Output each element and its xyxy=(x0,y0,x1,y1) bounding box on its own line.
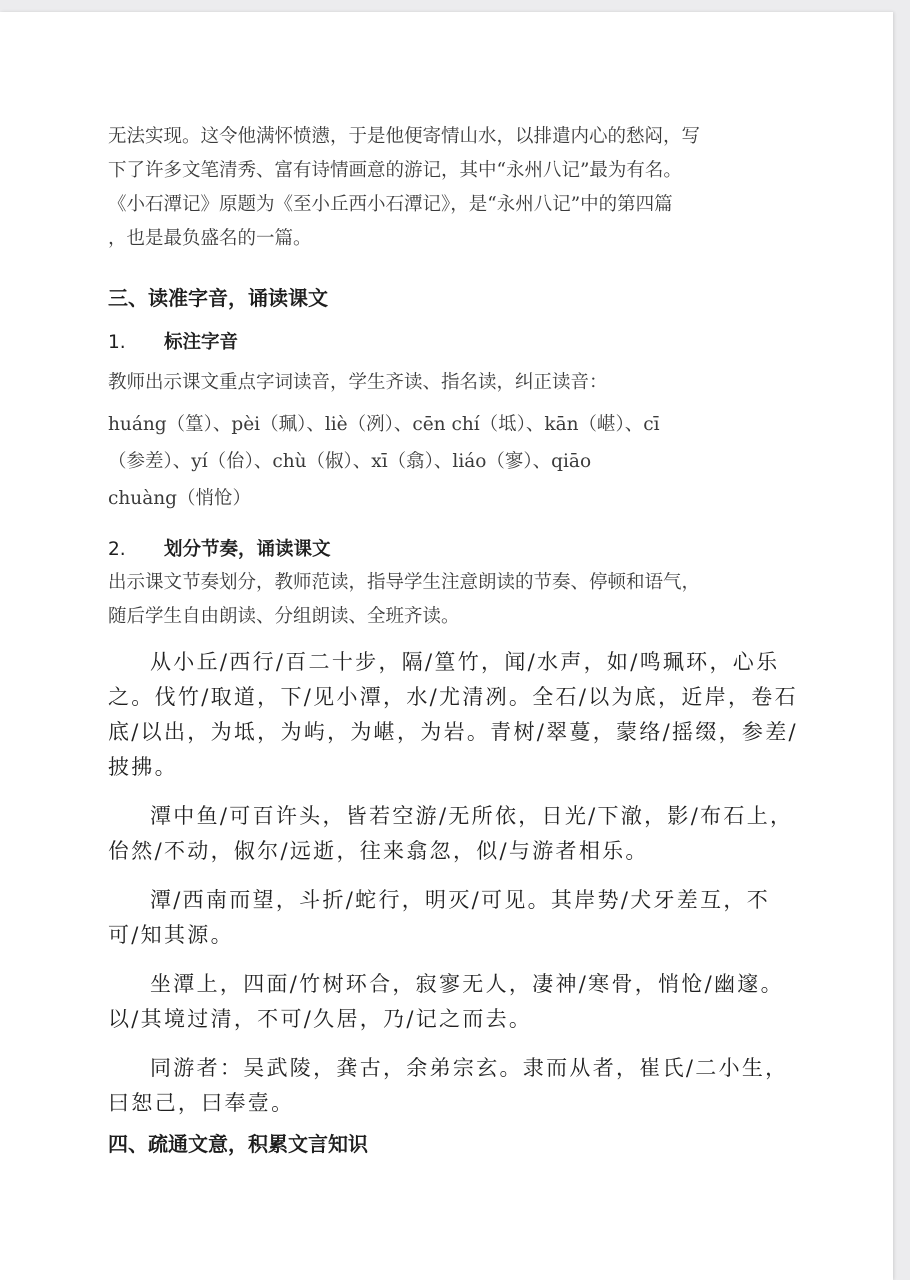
poem-text xyxy=(108,645,800,1135)
pinyin-line: chuàng（悄怆） xyxy=(108,488,251,509)
poem-paragraph: 同游者：吴武陵，龚古，余弟宗玄。隶而从者，崔氏/二小生，曰恕己，曰奉壹。 xyxy=(108,1056,789,1115)
subsection-1-description xyxy=(108,366,808,400)
intro-line: ，也是最负盛名的一篇。 xyxy=(108,228,312,249)
instruction-text: 教师出示课文重点字词读音，学生齐读、指名读，纠正读音： xyxy=(108,372,608,393)
poem-paragraph: 潭/西南而望，斗折/蛇行，明灭/可见。其岸势/犬牙差互，不可/知其源。 xyxy=(108,888,770,947)
poem-paragraph: 坐潭上，四面/竹树环合，寂寥无人，凄神/寒骨，悄怆/幽邃。以/其境过清，不可/久居，乃/记之而去。 xyxy=(108,972,784,1031)
section-3-heading: 三、读准字音，诵读课文 xyxy=(108,286,328,310)
instruction-line: 随后学生自由朗读、分组朗读、全班齐读。 xyxy=(108,606,460,627)
intro-line: 下了许多文笔清秀、富有诗情画意的游记，其中“永州八记”最为有名。 xyxy=(108,160,682,181)
intro-paragraph xyxy=(108,120,798,256)
subsection-2-heading xyxy=(108,535,331,561)
subsection-2-description xyxy=(108,566,808,634)
pinyin-list xyxy=(108,406,808,517)
intro-line: 无法实现。这令他满怀愤懑，于是他便寄情山水，以排遣内心的愁闷，写 xyxy=(108,126,701,147)
pinyin-line: （参差）、yí（佁）、chù（俶）、xī（翕）、liáo（寥）、qiāo xyxy=(108,451,592,472)
subsection-1-title: 标注字音 xyxy=(164,332,239,353)
subsection-2-number: 2. xyxy=(108,539,126,560)
poem-paragraph: 从小丘/西行/百二十步，隔/篁竹，闻/水声，如/鸣珮环，心乐之。伐竹/取道，下/见小潭，水/尤清冽。全石/以为底，近岸，卷石底/以出，为坻，为屿，为嵁，为岩。青树/翠蔓，蒙络/摇缀，参差/披拂。 xyxy=(108,650,798,779)
subsection-2-title: 划分节奏，诵读课文 xyxy=(164,539,331,560)
section-4-heading: 四、疏通文意，积累文言知识 xyxy=(108,1132,368,1156)
intro-line: 《小石潭记》原题为《至小丘西小石潭记》，是“永州八记”中的第四篇 xyxy=(108,194,673,215)
poem-paragraph: 潭中鱼/可百许头，皆若空游/无所依，日光/下澈，影/布石上，佁然/不动，俶尔/远逝，往来翕忽，似/与游者相乐。 xyxy=(108,804,794,863)
subsection-1-number: 1. xyxy=(108,332,126,353)
subsection-1-heading xyxy=(108,328,238,354)
instruction-line: 出示课文节奏划分，教师范读，指导学生注意朗读的节奏、停顿和语气， xyxy=(108,572,701,593)
pinyin-line: huáng（篁）、pèi（珮）、liè（冽）、cēn chí（坻）、kān（嵁）、cī xyxy=(108,414,660,435)
